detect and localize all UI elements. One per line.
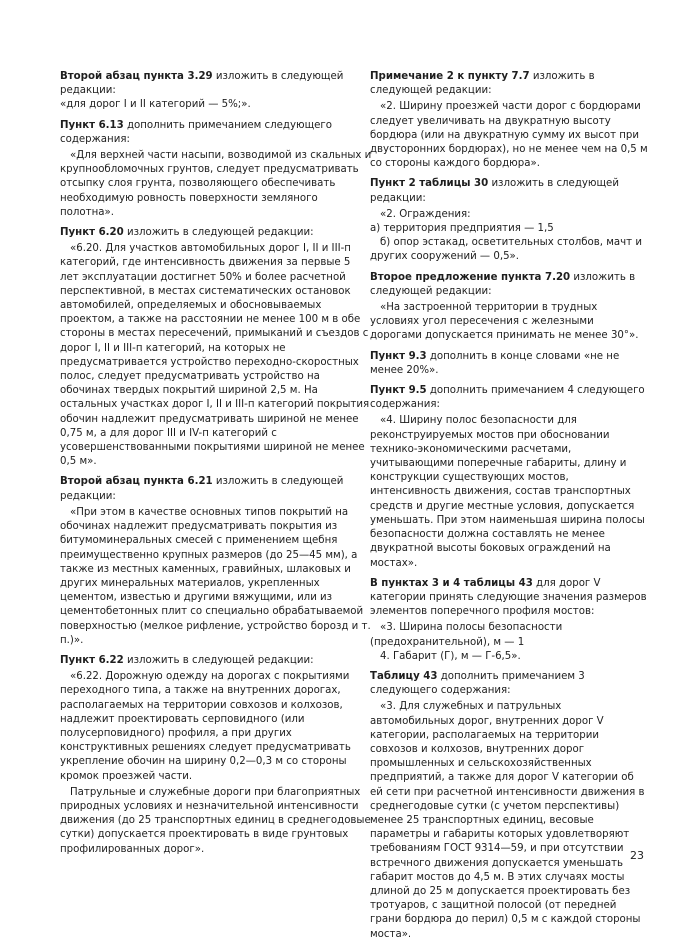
instruction-text: изложить в следующей редакции:	[370, 71, 595, 97]
quote-text: «3. Ширина полосы безопасности (предохранительной), м — 1	[370, 622, 563, 648]
quote-text: «3. Для служебных и патрульных автомобильных дорог, внутренних дорог V категории, располагаемых на территории совхозов и колхозов, внутренних дорог промышленных и сельскохозяйственных предприятий, а также для дорог V категории об ей сети при расчетной интенсивности движения в среднегодовые сутки (с учетом перспективы) менее 25 транспортных единиц, весовые параметры и габариты которых удовлетворяют требованиям ГОСТ 9314—59, и при отсутствии встречного движения допускается уменьшать габарит мостов до 4,5 м. В этих случаях мосты длиной до 25 м допускается проектировать без тротуаров, с защитной полосой (от передней грани бордюра до перил) 0,5 м с каждой стороны моста».	[370, 701, 645, 940]
instruction-text: дополнить примечанием 4 следующего содержания:	[370, 385, 645, 411]
quote-text: «2. Ширину проезжей части дорог с бордюрами следует увеличивать на двукратную высоту бордюра (или на двукратную сумму их высот при двусторонних бордюрах), но не менее чем на 0,5 м со стороны каждого бордюра».	[370, 101, 648, 170]
instruction-text: дополнить в конце словами «не не менее 20%».	[370, 350, 620, 376]
right-column	[370, 70, 648, 948]
heading-table-43: Таблицу 43	[370, 670, 438, 682]
heading-6-20: Пункт 6.20	[60, 227, 124, 239]
heading-3-29: Второй абзац пункта 3.29	[60, 71, 213, 82]
instruction-text: изложить в следующей редакции:	[370, 178, 619, 204]
quote-text: «При этом в качестве основных типов покрытий на обочинах надлежит предусматривать покрытия из битумоминеральных смесей с применением щебня преимущественно крупных размеров (до 25—45 мм), а также из местных каменных, гравийных, шлаковых и других минеральных материалов, укрепленных цементом, известью и другими вяжущими, или из цементобетонных плит со специально обрабатываемой поверхностью (мелкое рифление, устройство борозд и т. п.)».	[60, 506, 371, 646]
heading-table-30: Пункт 2 таблицы 30	[370, 178, 489, 190]
paragraph-7-20	[370, 271, 648, 299]
instruction-text: изложить в следующей редакции:	[60, 476, 344, 502]
quote-text: «2. Ограждения:	[380, 208, 471, 220]
instruction-text: изложить в следующей редакции:	[126, 227, 314, 239]
instruction-text: дополнить примечанием 3 следующего содержания:	[370, 670, 585, 697]
heading-7-20: Второе предложение пункта 7.20	[370, 271, 571, 283]
instruction-text: изложить в следующей редакции:	[370, 271, 636, 297]
paragraph-table-30	[370, 177, 648, 205]
instruction-text: изложить в следующей редакции:	[126, 654, 314, 666]
heading-9-3: Пункт 9.3	[370, 350, 427, 362]
quote-text: б) опор эстакад, осветительных столбов, мачт и других сооружений — 0,5».	[370, 237, 642, 263]
quote-text: «6.20. Для участков автомобильных дорог I, II и III-п категорий, где интенсивность движения за первые 5 лет эксплуатации достигнет 50% и более расчетной перспективной, в местах систематических остановок автомобилей, определяемых и обосновываемых проектом, а также на расстоянии не менее 100 м в обе стороны в местах пересечений, примыканий и съездов с дорог I, II и III-п категорий, на которых не предусматривается устройство переходно-скоростных полос, следует предусматривать устройство на обочинах твердых покрытий шириной 2,5 м. На остальных участках дорог I, II и III-п категорий покрытия обочин надлежит предусматривать шириной не менее 0,75 м, а для дорог III и IV-п категорий с усовершенствованными покрытиями шириной не менее 0,5 м».	[60, 243, 370, 468]
paragraph-9-3	[370, 350, 648, 378]
paragraph-table-43-items	[370, 577, 648, 620]
paragraph-6-21	[60, 475, 372, 503]
heading-6-21: Второй абзац пункта 6.21	[60, 476, 213, 488]
heading-9-5: Пункт 9.5	[370, 385, 427, 397]
heading-6-13: Пункт 6.13	[60, 119, 124, 131]
quote-text: «На застроенной территории в трудных условиях угол пересечения с железными дорогами допускается принимать не менее 30°».	[370, 302, 639, 342]
quote-text: «4. Ширину полос безопасности для реконструируемых мостов при обосновании технико-экономическими расчетами, учитывающими поперечные габариты, длину и конструкции существующих мостов, интенсивность движения, состав транспортных средств и другие местные условия, допускается уменьшать. При этом наименьшая ширина полосы безопасности должна составлять не менее двукратной высоты боковых ограждений на мостах».	[370, 415, 645, 569]
quote-text: 4. Габарит (Г), м — Г-6,5».	[380, 650, 521, 662]
paragraph-6-20	[60, 226, 372, 240]
paragraph-table-43-note	[370, 670, 648, 698]
quote-text: «Для верхней части насыпи, возводимой из скальных и крупнообломочных грунтов, следует предусматривать отсыпку слоя грунта, позволяющего обеспечивать необходимую ровность поверхности земляного полотна».	[60, 150, 372, 218]
paragraph-3-29	[60, 70, 372, 113]
paragraph-6-22	[60, 654, 372, 668]
left-column	[60, 70, 372, 863]
paragraph-6-13	[60, 119, 372, 147]
page-number: 23	[630, 849, 644, 862]
quote-text: а) территория предприятия — 1,5	[370, 223, 554, 235]
quote-text: «для дорог I и II категорий — 5%;».	[60, 99, 251, 111]
heading-table-43-items: В пунктах 3 и 4 таблицы 43	[370, 577, 533, 589]
instruction-text: дополнить примечанием следующего содержания:	[60, 119, 333, 145]
instruction-text: для дорог V категории принять следующие значения размеров элементов поперечного профиля мостов:	[370, 577, 647, 618]
quote-text: Патрульные и служебные дороги при благоприятных природных условиях и незначительной интенсивности движения (до 25 транспортных единиц в среднегодовые сутки) допускается проектировать в виде грунтовых профилированных дорог».	[60, 786, 371, 855]
heading-7-7: Примечание 2 к пункту 7.7	[370, 71, 530, 82]
paragraph-9-5	[370, 384, 648, 412]
quote-text: «6.22. Дорожную одежду на дорогах с покрытиями переходного типа, а также на внутренних дорогах, располагаемых на территории совхозов и колхозов, надлежит проектировать серповидного (или полусерповидного) профиля, а при других конструктивных решениях следует предусматривать укрепление обочин на ширину 0,2—0,3 м со стороны кромок проезжей части.	[60, 671, 351, 782]
heading-6-22: Пункт 6.22	[60, 654, 124, 666]
paragraph-7-7	[370, 70, 648, 98]
instruction-text: изложить в следующей редакции:	[60, 71, 344, 97]
